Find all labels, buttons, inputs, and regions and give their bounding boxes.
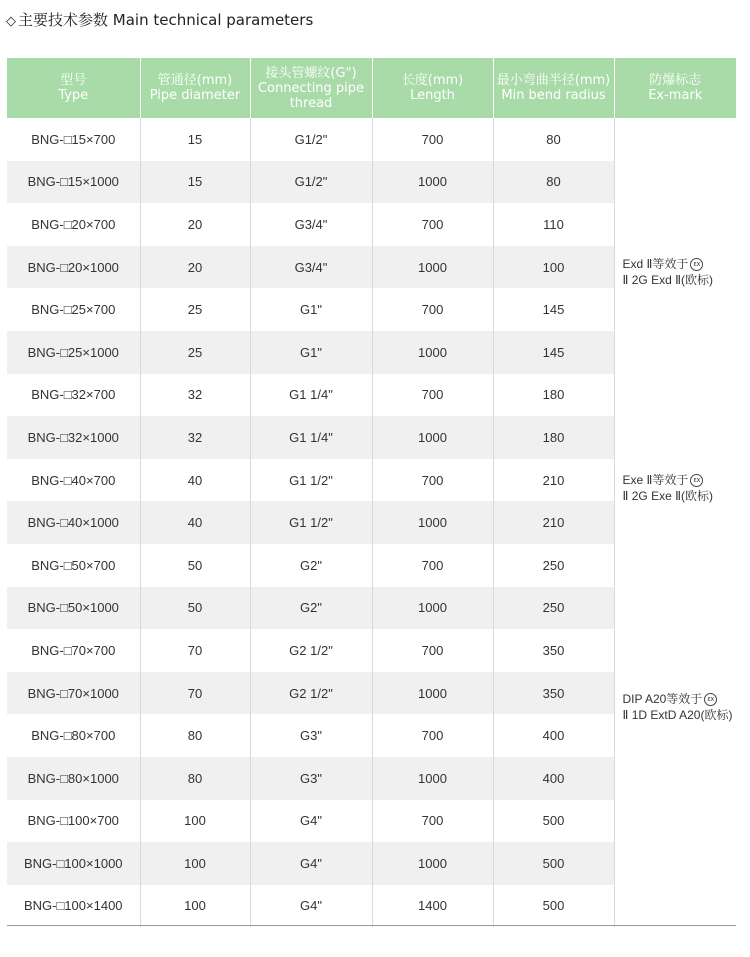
cell-type: BNG-□100×1000 (7, 842, 140, 885)
cell-bend-radius: 110 (493, 203, 614, 246)
cell-length: 700 (372, 629, 493, 672)
cell-pipe-diameter: 50 (140, 587, 250, 630)
ex-mark-cell (614, 118, 736, 927)
cell-bend-radius: 500 (493, 885, 614, 928)
cell-type: BNG-□15×700 (7, 118, 140, 161)
cell-bend-radius: 100 (493, 246, 614, 289)
ex-mark-line1: Exe Ⅱ等效于 (622, 473, 689, 487)
cell-type: BNG-□70×1000 (7, 672, 140, 715)
section-title-text: 主要技术参数 Main technical parameters (18, 11, 314, 29)
cell-bend-radius: 500 (493, 842, 614, 885)
cell-type: BNG-□40×1000 (7, 501, 140, 544)
cell-pipe-diameter: 40 (140, 501, 250, 544)
header-length: 长度(mm) Length (372, 58, 493, 118)
cell-pipe-diameter: 70 (140, 629, 250, 672)
cell-thread: G1 1/4" (250, 374, 372, 417)
cell-pipe-diameter: 100 (140, 800, 250, 843)
cell-bend-radius: 145 (493, 288, 614, 331)
cell-type: BNG-□32×700 (7, 374, 140, 417)
cell-type: BNG-□32×1000 (7, 416, 140, 459)
cell-length: 1000 (372, 246, 493, 289)
cell-type: BNG-□100×700 (7, 800, 140, 843)
cell-length: 700 (372, 288, 493, 331)
ex-mark-entry (623, 691, 733, 723)
ex-mark-entry (623, 472, 714, 504)
cell-length: 1000 (372, 416, 493, 459)
cell-bend-radius: 500 (493, 800, 614, 843)
ex-mark-line2: Ⅱ 2G Exd Ⅱ(欧标) (622, 273, 713, 287)
section-title (6, 8, 313, 32)
table-row (7, 118, 736, 161)
cell-thread: G1 1/2" (250, 501, 372, 544)
cell-type: BNG-□70×700 (7, 629, 140, 672)
cell-length: 1000 (372, 757, 493, 800)
ex-mark-entry (623, 256, 714, 288)
cell-bend-radius: 400 (493, 757, 614, 800)
header-ex-mark: 防爆标志 Ex-mark (614, 58, 736, 118)
cell-pipe-diameter: 32 (140, 374, 250, 417)
cell-bend-radius: 400 (493, 714, 614, 757)
cell-pipe-diameter: 80 (140, 714, 250, 757)
parameters-table (7, 58, 736, 927)
cell-thread: G1/2" (250, 161, 372, 204)
cell-bend-radius: 250 (493, 544, 614, 587)
cell-type: BNG-□20×1000 (7, 246, 140, 289)
cell-length: 1000 (372, 842, 493, 885)
cell-bend-radius: 145 (493, 331, 614, 374)
cell-pipe-diameter: 50 (140, 544, 250, 587)
cell-thread: G2" (250, 587, 372, 630)
ex-symbol-icon: εx (704, 693, 717, 706)
cell-pipe-diameter: 70 (140, 672, 250, 715)
cell-thread: G2" (250, 544, 372, 587)
cell-pipe-diameter: 20 (140, 203, 250, 246)
cell-length: 1000 (372, 161, 493, 204)
cell-length: 1000 (372, 331, 493, 374)
cell-thread: G3" (250, 714, 372, 757)
cell-thread: G2 1/2" (250, 629, 372, 672)
ex-mark-line1: DIP A20等效于 (622, 692, 703, 706)
cell-pipe-diameter: 15 (140, 118, 250, 161)
ex-mark-line2: Ⅱ 2G Exe Ⅱ(欧标) (622, 489, 713, 503)
cell-type: BNG-□15×1000 (7, 161, 140, 204)
header-min-bend-radius: 最小弯曲半径(mm) Min bend radius (493, 58, 614, 118)
cell-length: 1000 (372, 672, 493, 715)
cell-pipe-diameter: 40 (140, 459, 250, 502)
cell-type: BNG-□25×1000 (7, 331, 140, 374)
cell-type: BNG-□50×1000 (7, 587, 140, 630)
cell-thread: G1/2" (250, 118, 372, 161)
cell-length: 700 (372, 714, 493, 757)
cell-thread: G4" (250, 885, 372, 928)
cell-type: BNG-□25×700 (7, 288, 140, 331)
table-header-row (7, 58, 736, 118)
cell-thread: G1" (250, 331, 372, 374)
ex-symbol-icon: εx (690, 474, 703, 487)
cell-bend-radius: 250 (493, 587, 614, 630)
cell-type: BNG-□40×700 (7, 459, 140, 502)
cell-length: 1000 (372, 501, 493, 544)
cell-thread: G2 1/2" (250, 672, 372, 715)
cell-length: 700 (372, 800, 493, 843)
cell-thread: G3" (250, 757, 372, 800)
cell-pipe-diameter: 15 (140, 161, 250, 204)
cell-length: 700 (372, 203, 493, 246)
cell-bend-radius: 80 (493, 161, 614, 204)
ex-mark-line1: Exd Ⅱ等效于 (622, 257, 689, 271)
cell-thread: G3/4" (250, 203, 372, 246)
cell-length: 700 (372, 374, 493, 417)
cell-bend-radius: 180 (493, 374, 614, 417)
cell-thread: G1" (250, 288, 372, 331)
header-connecting-thread: 接头管螺纹(G") Connecting pipe thread (250, 58, 372, 118)
cell-length: 700 (372, 459, 493, 502)
cell-thread: G1 1/2" (250, 459, 372, 502)
cell-length: 700 (372, 118, 493, 161)
cell-bend-radius: 350 (493, 672, 614, 715)
ex-symbol-icon: εx (690, 258, 703, 271)
cell-bend-radius: 80 (493, 118, 614, 161)
cell-bend-radius: 350 (493, 629, 614, 672)
header-pipe-diameter: 管通径(mm) Pipe diameter (140, 58, 250, 118)
cell-pipe-diameter: 32 (140, 416, 250, 459)
cell-pipe-diameter: 20 (140, 246, 250, 289)
cell-type: BNG-□80×1000 (7, 757, 140, 800)
cell-thread: G4" (250, 842, 372, 885)
cell-length: 700 (372, 544, 493, 587)
cell-bend-radius: 210 (493, 501, 614, 544)
cell-pipe-diameter: 100 (140, 842, 250, 885)
table-body (7, 118, 736, 927)
cell-type: BNG-□100×1400 (7, 885, 140, 928)
cell-thread: G1 1/4" (250, 416, 372, 459)
cell-pipe-diameter: 25 (140, 331, 250, 374)
cell-pipe-diameter: 100 (140, 885, 250, 928)
cell-length: 1400 (372, 885, 493, 928)
cell-thread: G4" (250, 800, 372, 843)
cell-pipe-diameter: 80 (140, 757, 250, 800)
cell-type: BNG-□50×700 (7, 544, 140, 587)
header-type: 型号 Type (7, 58, 140, 118)
cell-length: 1000 (372, 587, 493, 630)
cell-bend-radius: 210 (493, 459, 614, 502)
cell-bend-radius: 180 (493, 416, 614, 459)
cell-pipe-diameter: 25 (140, 288, 250, 331)
cell-type: BNG-□80×700 (7, 714, 140, 757)
cell-type: BNG-□20×700 (7, 203, 140, 246)
bottom-divider (7, 925, 736, 926)
cell-thread: G3/4" (250, 246, 372, 289)
diamond-icon: ◇ (6, 14, 16, 29)
ex-mark-line2: Ⅱ 1D ExtD A20(欧标) (622, 708, 733, 722)
